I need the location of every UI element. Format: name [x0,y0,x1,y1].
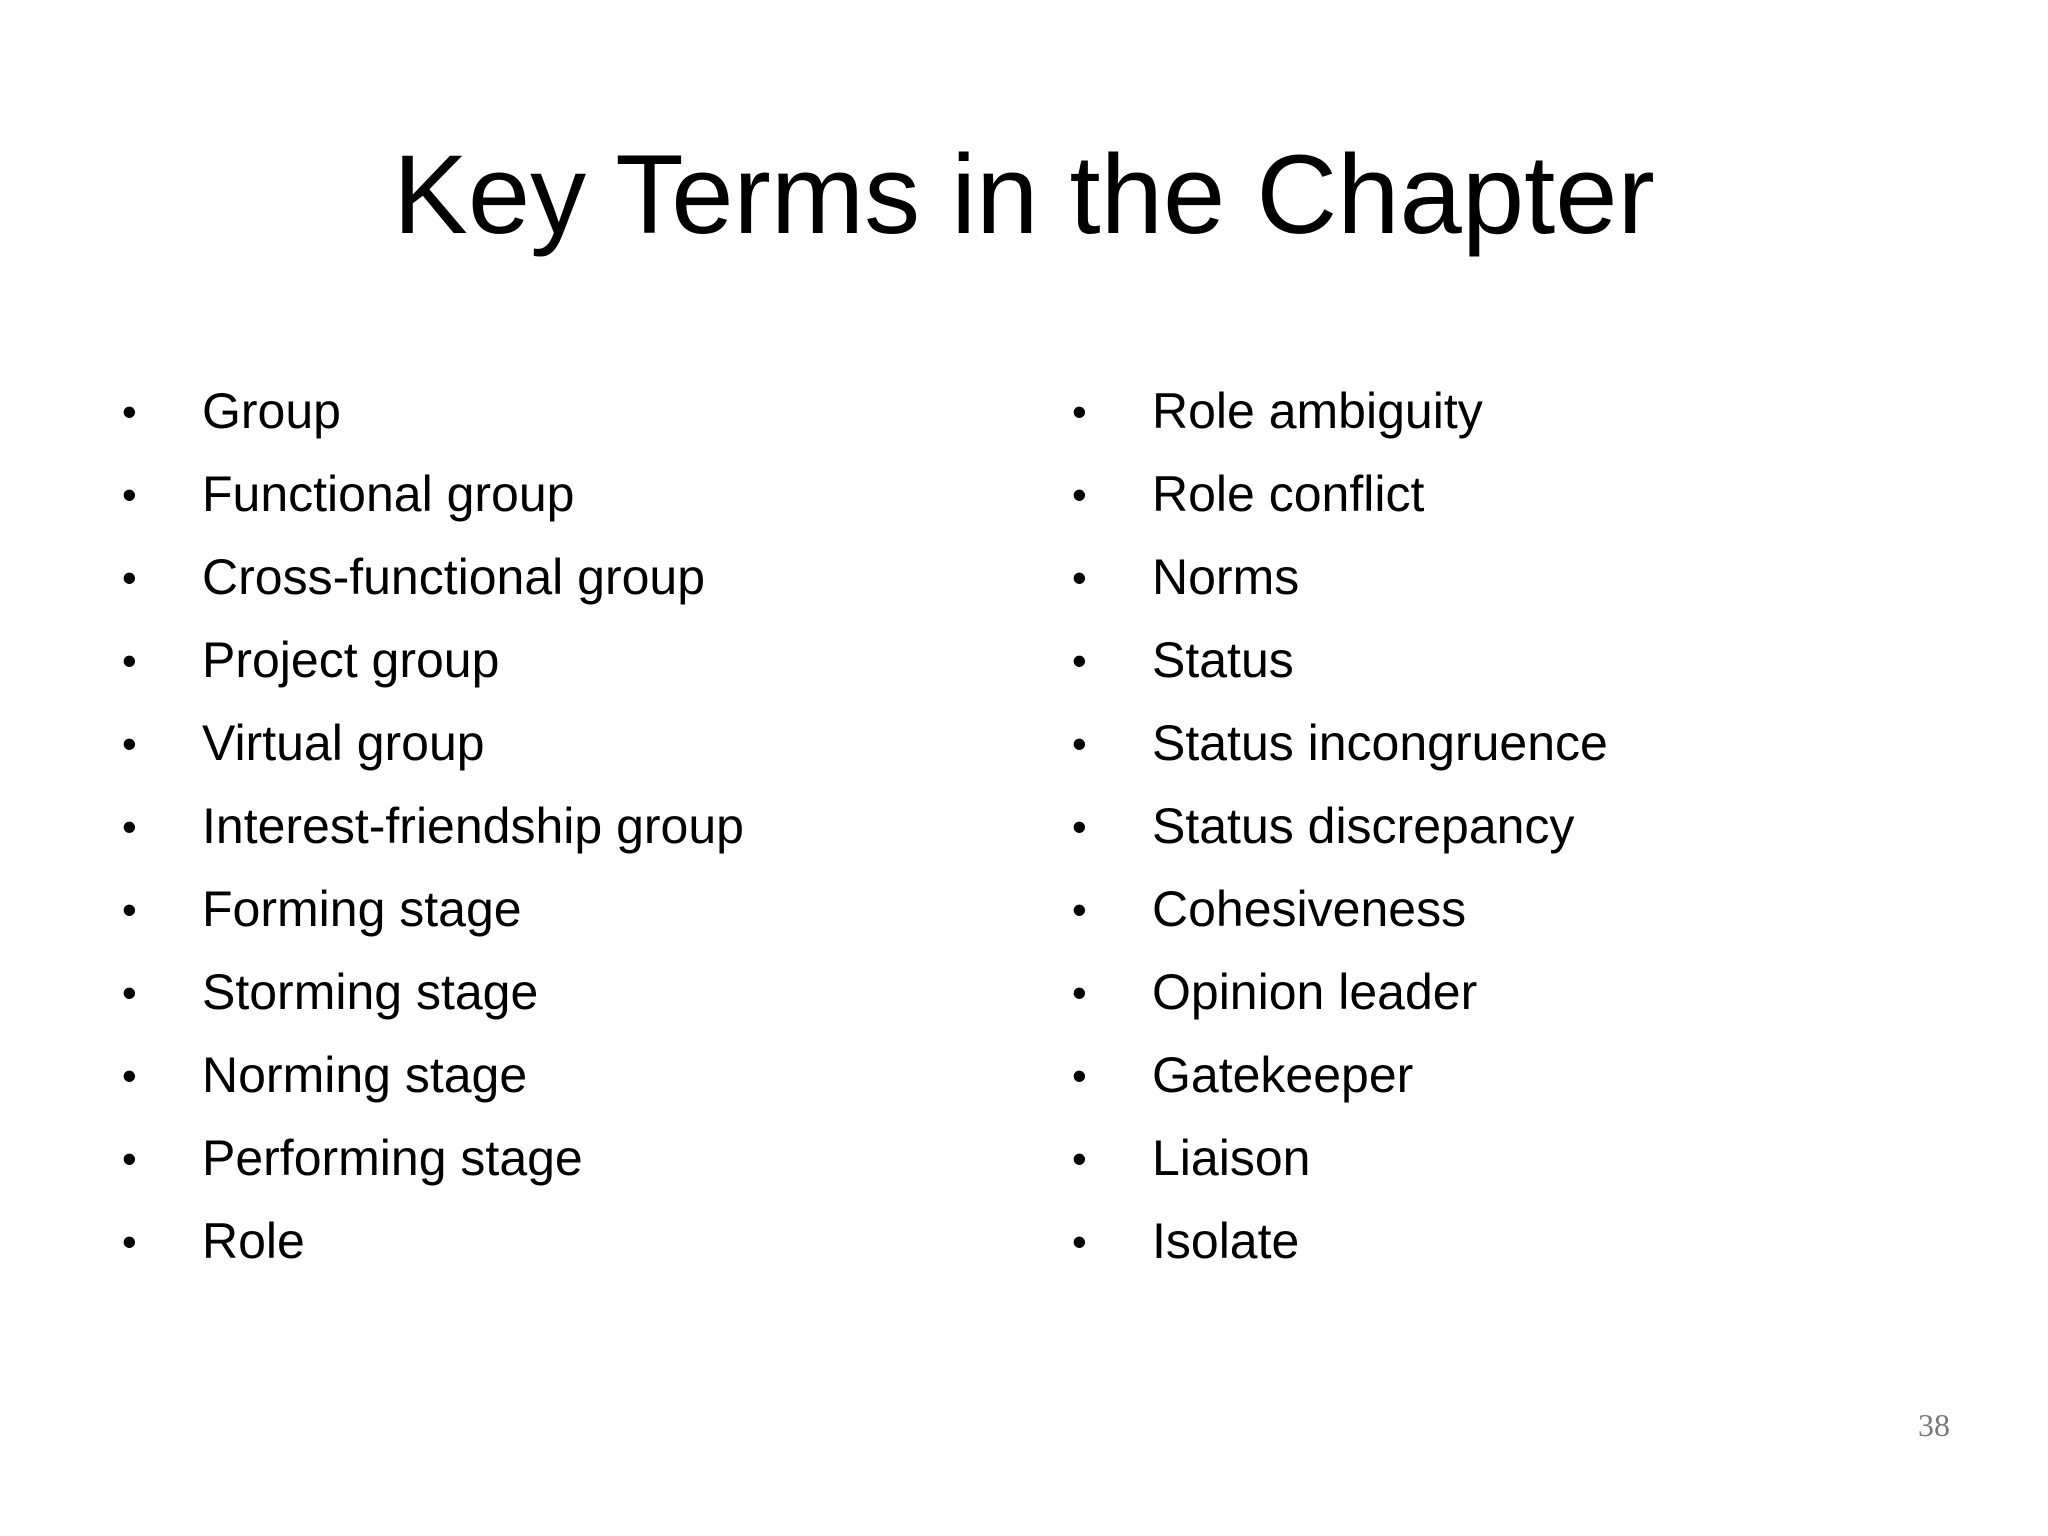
key-term-label: Functional group [202,466,575,522]
bullet-icon: • [122,803,137,850]
bullet-icon: • [122,1218,137,1265]
key-term-label: Storming stage [202,964,539,1020]
bullet-icon: • [1072,886,1087,933]
bullet-icon: • [122,554,137,601]
bullet-icon: • [1072,554,1087,601]
key-term-label: Role [202,1213,305,1269]
key-term-label: Cohesiveness [1152,881,1467,937]
bullet-icon: • [122,969,137,1016]
key-term-label: Interest-friendship group [202,798,744,854]
key-term-label: Performing stage [202,1130,583,1186]
bullet-icon: • [1072,969,1087,1016]
key-term-label: Gatekeeper [1152,1047,1414,1103]
key-term-label: Norming stage [202,1047,528,1103]
key-term-label: Role conflict [1152,466,1425,522]
bullet-icon: • [1072,1052,1087,1099]
bullet-icon: • [122,1052,137,1099]
key-term-label: Norms [1152,549,1300,605]
key-term-label: Virtual group [202,715,485,771]
bullet-icon: • [122,637,137,684]
key-term-label: Liaison [1152,1130,1311,1186]
key-term-label: Group [202,383,341,439]
bullet-icon: • [1072,1218,1087,1265]
bullet-icon: • [1072,720,1087,767]
bullet-icon: • [1072,637,1087,684]
key-term-label: Status [1152,632,1294,688]
bullet-icon: • [1072,803,1087,850]
key-term-label: Opinion leader [1152,964,1478,1020]
key-term-label: Project group [202,632,500,688]
slide-number: 38 [1918,1407,1950,1443]
bullet-icon: • [122,471,137,518]
bullet-icon: • [1072,388,1087,435]
key-term-label: Isolate [1152,1213,1300,1269]
bullet-icon: • [1072,471,1087,518]
key-term-label: Forming stage [202,881,522,937]
bullet-icon: • [122,1135,137,1182]
key-term-label: Role ambiguity [1152,383,1483,439]
key-term-label: Cross-functional group [202,549,706,605]
bullet-icon: • [122,886,137,933]
key-term-label: Status incongruence [1152,715,1608,771]
bullet-icon: • [122,720,137,767]
slide-title: Key Terms in the Chapter [393,132,1655,257]
bullet-icon: • [122,388,137,435]
key-term-label: Status discrepancy [1152,798,1575,854]
bullet-icon: • [1072,1135,1087,1182]
